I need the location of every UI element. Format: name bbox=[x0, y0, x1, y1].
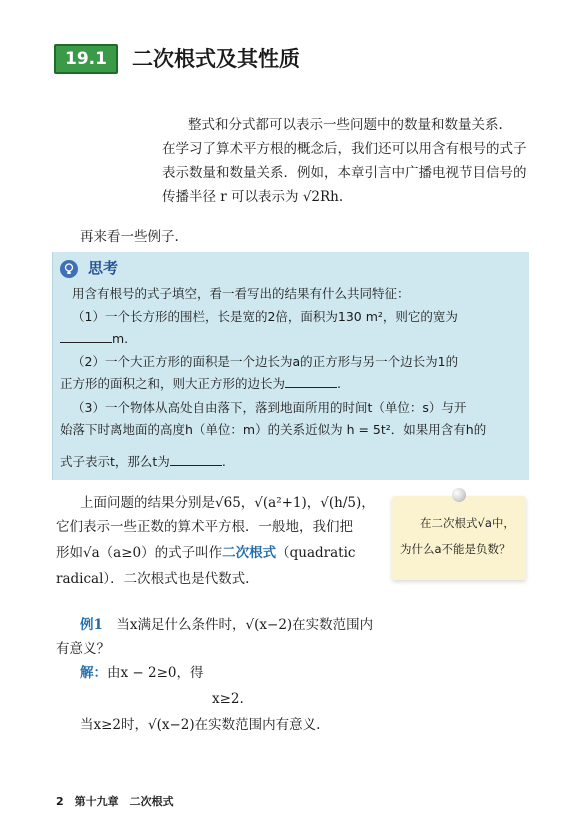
section-title: 二次根式及其性质 bbox=[132, 47, 300, 71]
chapter-label: 第十九章 二次根式 bbox=[74, 795, 174, 808]
answer-blank[interactable] bbox=[170, 453, 222, 466]
sticky-note-line-1: 在二次根式√a中， bbox=[420, 516, 515, 530]
sticky-note bbox=[392, 496, 526, 580]
more-examples-text: 再来看一些例子. bbox=[80, 229, 179, 245]
think-question-2-answer: 正方形的面积之和，则大正方形的边长为 . bbox=[60, 376, 341, 391]
solution-step-1: 解：由x − 2≥0，得 bbox=[80, 665, 204, 681]
answer-blank[interactable] bbox=[60, 330, 112, 343]
solution-step-2: x≥2. bbox=[212, 691, 244, 707]
think-question-3: （3）一个物体从高处自由落下，落到地面所用的时间t（单位：s）与开 bbox=[72, 400, 467, 415]
think-title: 思考 bbox=[88, 259, 119, 277]
sticky-note-line-2: 为什么a不能是负数？ bbox=[400, 542, 511, 556]
example-question: 例1 当x满足什么条件时，√(x−2)在实数范围内 bbox=[80, 617, 374, 633]
page-footer bbox=[56, 793, 174, 809]
example-label: 例1 bbox=[80, 617, 103, 633]
intro-line-1: 整式和分式都可以表示一些问题中的数量和数量关系. bbox=[188, 117, 503, 133]
example-question-line-2: 有意义？ bbox=[56, 641, 110, 657]
section-number-badge: 19.1 bbox=[54, 44, 118, 74]
pin-icon bbox=[452, 488, 466, 502]
answer-blank[interactable] bbox=[285, 375, 337, 388]
think-question-1-answer: m. bbox=[60, 329, 512, 349]
term-quadratic-radical: 二次根式 bbox=[222, 545, 277, 561]
body-line-2: 它们表示一些正数的算术平方根．一般地，我们把 bbox=[56, 519, 353, 535]
intro-line-2: 在学习了算术平方根的概念后，我们还可以用含有根号的式子 bbox=[162, 141, 527, 157]
intro-line-3: 表示数量和数量关系．例如，本章引言中广播电视节目信号的 bbox=[162, 165, 527, 181]
think-question-2: （2）一个大正方形的面积是一个边长为a的正方形与另一个边长为1的 bbox=[72, 354, 459, 369]
body-line-3: 形如√a（a≥0）的式子叫作二次根式（quadratic bbox=[56, 545, 356, 561]
page-number: 2 bbox=[56, 795, 64, 808]
solution-label: 解： bbox=[80, 665, 107, 681]
think-question-3-line-2: 始落下时离地面的高度h（单位：m）的关系近似为 h = 5t²．如果用含有h的 bbox=[60, 422, 487, 437]
solution-conclusion: 当x≥2时，√(x−2)在实数范围内有意义. bbox=[80, 717, 321, 733]
results-line: 上面问题的结果分别是√65，√(a²+1)，√(h/5)， bbox=[80, 495, 375, 511]
intro-line-4: 传播半径 r 可以表示为 √2Rh. bbox=[162, 189, 344, 205]
think-question-1: （1）一个长方形的围栏，长是宽的2倍，面积为130 m²，则它的宽为 bbox=[72, 309, 458, 324]
lightbulb-icon bbox=[60, 260, 78, 278]
think-question-3-answer: 式子表示t，那么t为 . bbox=[60, 454, 226, 469]
body-line-4: radical）．二次根式也是代数式. bbox=[56, 571, 250, 587]
think-prompt: 用含有根号的式子填空，看一看写出的结果有什么共同特征： bbox=[72, 286, 410, 301]
